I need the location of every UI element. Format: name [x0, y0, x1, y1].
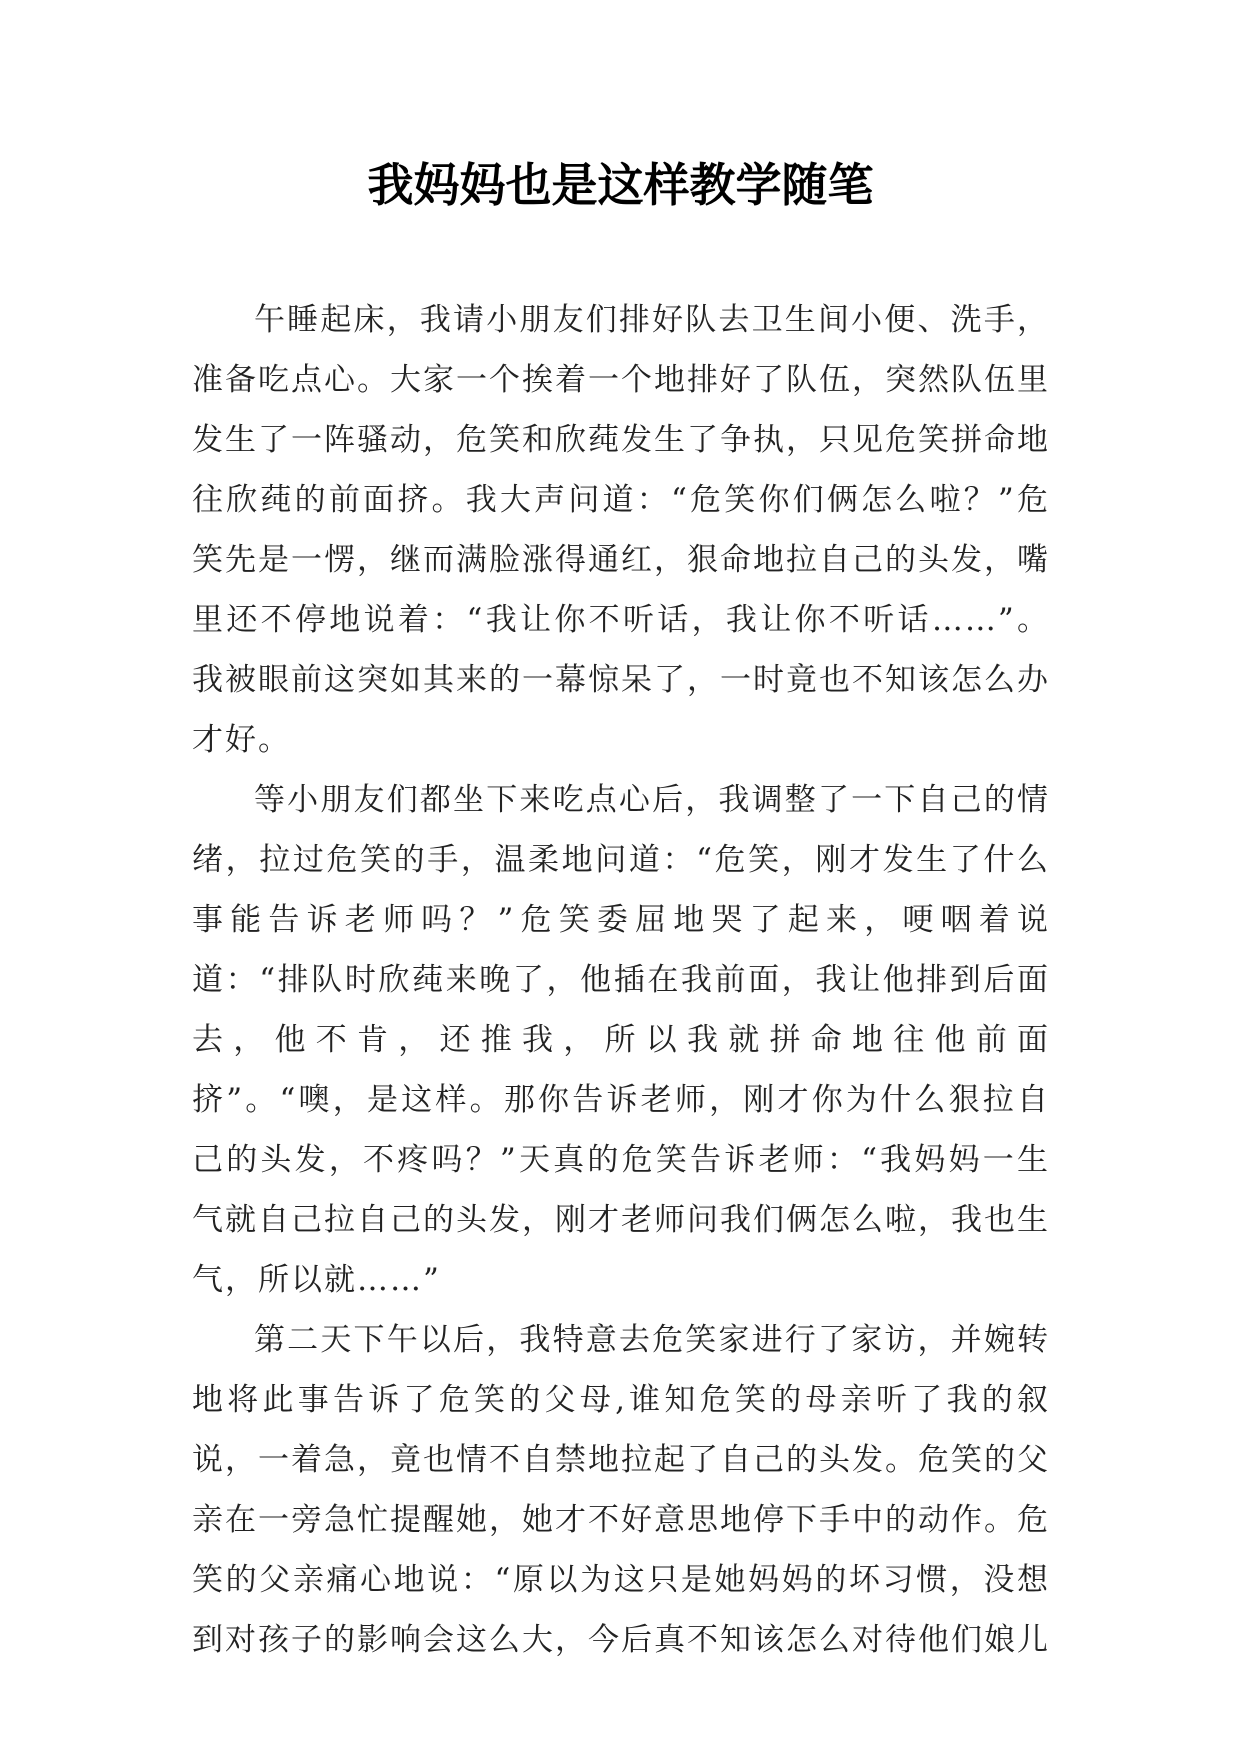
paragraph-1: 午睡起床，我请小朋友们排好队去卫生间小便、洗手，准备吃点心。大家一个挨着一个地排好了队伍，突然队伍里发生了一阵骚动，危笑和欣莼发生了争执，只见危笑拼命地往欣莼的前面挤。我大声问道：“危笑你们俩怎么啦？”危笑先是一愣，继而满脸涨得通红，狠命地拉自己的头发，嘴里还不停地说着：“我让你不听话，我让你不听话……”。我被眼前这突如其来的一幕惊呆了，一时竟也不知该怎么办才好。: [192, 302, 1050, 758]
document-body: [192, 290, 1050, 1670]
paragraph-2: 等小朋友们都坐下来吃点心后，我调整了一下自己的情绪，拉过危笑的手，温柔地问道：“危笑，刚才发生了什么事能告诉老师吗？”危笑委屈地哭了起来，哽咽着说道：“排队时欣莼来晚了，他插在我前面，我让他排到后面去，他不肯，还推我，所以我就拼命地往他前面挤”。“噢，是这样。那你告诉老师，刚才你为什么狠拉自己的头发，不疼吗？”天真的危笑告诉老师：“我妈妈一生气就自己拉自己的头发，刚才老师问我们俩怎么啦，我也生气，所以就……”: [192, 782, 1050, 1298]
paragraph-3: 第二天下午以后，我特意去危笑家进行了家访，并婉转地将此事告诉了危笑的父母,谁知危笑的母亲听了我的叙说，一着急，竟也情不自禁地拉起了自己的头发。危笑的父亲在一旁急忙提醒她，她才不好意思地停下手中的动作。危笑的父亲痛心地说：“原以为这只是她妈妈的坏习惯，没想到对孩子的影响会这么大，今后真不知该怎么对待他们娘儿: [192, 1322, 1050, 1658]
document-title: 我妈妈也是这样教学随笔: [367, 158, 874, 212]
